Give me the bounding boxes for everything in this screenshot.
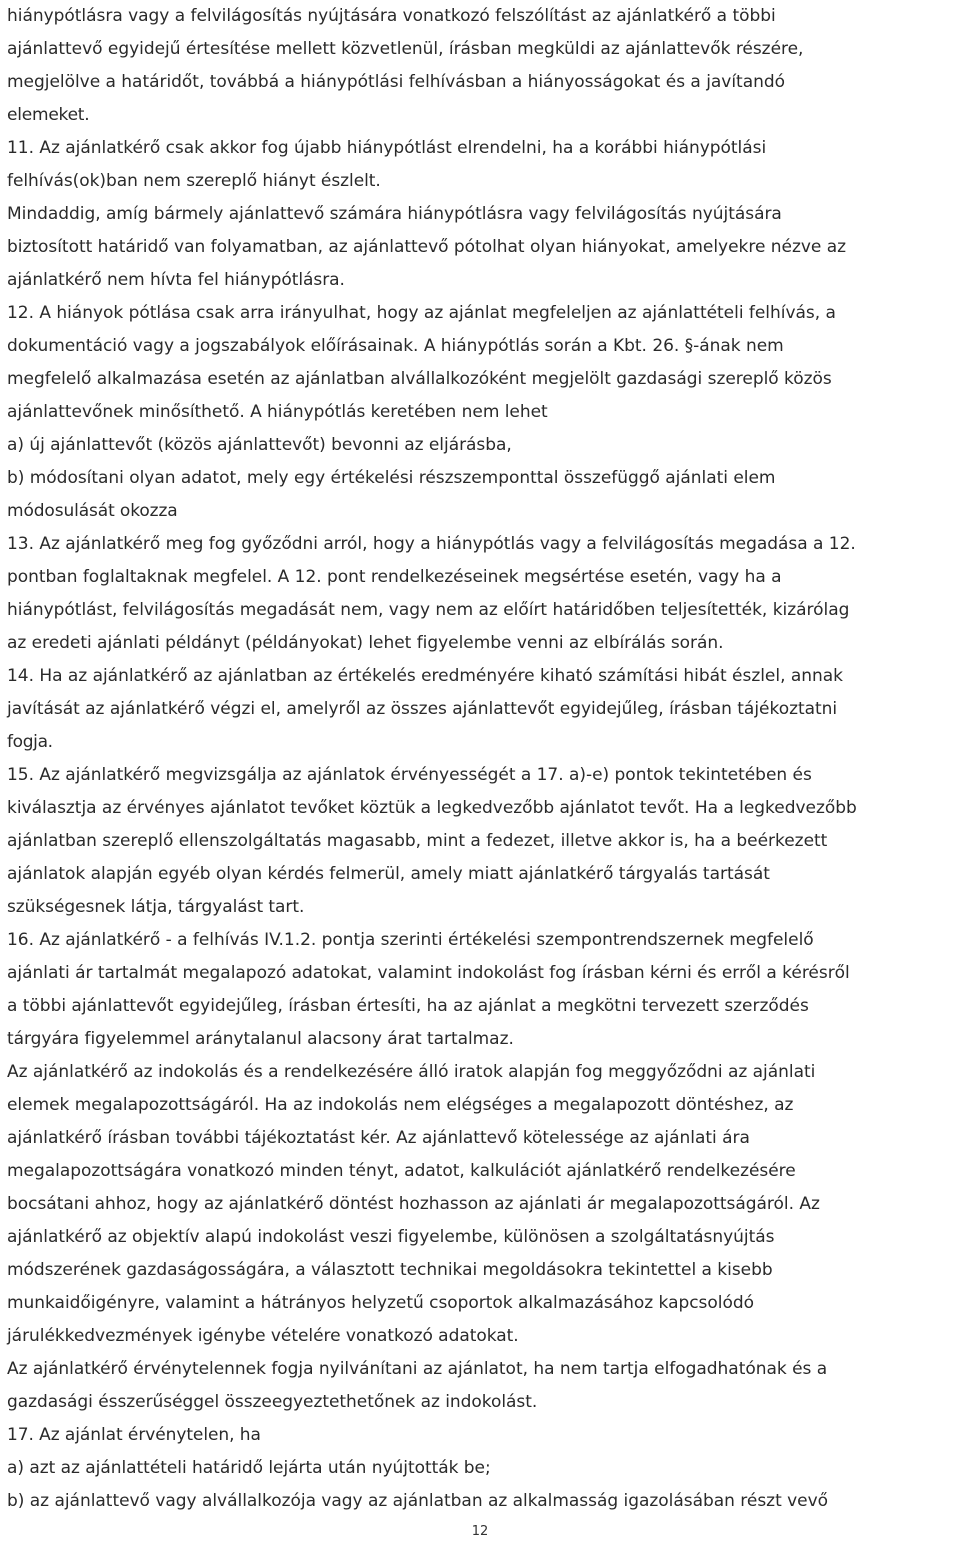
text-line: 16. Az ajánlatkérő - a felhívás IV.1.2. pontja szerinti értékelési szempontrendszernek megfelelő [7, 930, 814, 950]
text-line: hiánypótlást, felvilágosítás megadását nem, vagy nem az előírt határidőben teljesítették, kizárólag [7, 600, 850, 620]
text-line: ajánlatkérő az objektív alapú indokolást veszi figyelembe, különösen a szolgáltatásnyújtás [7, 1227, 775, 1247]
text-line: Mindaddig, amíg bármely ajánlattevő számára hiánypótlásra vagy felvilágosítás nyújtására [7, 204, 782, 224]
text-line: a) új ajánlattevőt (közös ajánlattevőt) bevonni az eljárásba, [7, 435, 512, 455]
text-line: 11. Az ajánlatkérő csak akkor fog újabb hiánypótlást elrendelni, ha a korábbi hiánypótlási [7, 138, 767, 158]
text-line: ajánlattevő egyidejű értesítése mellett közvetlenül, írásban megküldi az ajánlattevők részére, [7, 39, 804, 59]
text-line: pontban foglaltaknak megfelel. A 12. pont rendelkezéseinek megsértése esetén, vagy ha a [7, 567, 782, 587]
text-line: elemek megalapozottságáról. Ha az indokolás nem elégséges a megalapozott döntéshez, az [7, 1095, 794, 1115]
text-line: a) azt az ajánlattételi határidő lejárta után nyújtották be; [7, 1458, 491, 1478]
text-line: b) módosítani olyan adatot, mely egy értékelési részszemponttal összefüggő ajánlati elem [7, 468, 776, 488]
text-line: módszerének gazdaságosságára, a választott technikai megoldásokra tekintettel a kisebb [7, 1260, 773, 1280]
text-line: 12. A hiányok pótlása csak arra irányulhat, hogy az ajánlat megfeleljen az ajánlattételi felhívás, a [7, 303, 836, 323]
text-line: Az ajánlatkérő érvénytelennek fogja nyilvánítani az ajánlatot, ha nem tartja elfogadhatónak és a [7, 1359, 828, 1379]
text-line: ajánlatkérő írásban további tájékoztatást kér. Az ajánlattevő kötelessége az ajánlati ára [7, 1128, 750, 1148]
text-line: járulékkedvezmények igénybe vételére vonatkozó adatokat. [7, 1326, 519, 1346]
text-line: megfelelő alkalmazása esetén az ajánlatban alvállalkozóként megjelölt gazdasági szereplő közös [7, 369, 832, 389]
text-line: az eredeti ajánlati példányt (példányokat) lehet figyelembe venni az elbírálás során. [7, 633, 724, 653]
text-line: módosulását okozza [7, 501, 178, 521]
text-line: megalapozottságára vonatkozó minden tényt, adatot, kalkulációt ajánlatkérő rendelkezésére [7, 1161, 796, 1181]
text-line: ajánlatkérő nem hívta fel hiánypótlásra. [7, 270, 345, 290]
text-line: gazdasági ésszerűséggel összeegyeztethetőnek az indokolást. [7, 1392, 538, 1412]
text-line: 15. Az ajánlatkérő megvizsgálja az ajánlatok érvényességét a 17. a)-e) pontok tekintetében és [7, 765, 812, 785]
text-line: a többi ajánlattevőt egyidejűleg, írásban értesíti, ha az ajánlat a megkötni tervezett szerződés [7, 996, 809, 1016]
text-line: ajánlatban szereplő ellenszolgáltatás magasabb, mint a fedezet, illetve akkor is, ha a beérkezett [7, 831, 828, 851]
text-line: felhívás(ok)ban nem szereplő hiányt észlelt. [7, 171, 381, 191]
text-line: javítását az ajánlatkérő végzi el, amelyről az összes ajánlattevőt egyidejűleg, írásban tájékoztatni [7, 699, 838, 719]
text-line: Az ajánlatkérő az indokolás és a rendelkezésére álló iratok alapján fog meggyőződni az ajánlati [7, 1062, 816, 1082]
text-line: ajánlati ár tartalmát megalapozó adatokat, valamint indokolást fog írásban kérni és erről a kérésről [7, 963, 850, 983]
text-line: megjelölve a határidőt, továbbá a hiánypótlási felhívásban a hiányosságokat és a javítandó [7, 72, 785, 92]
document-body [7, 0, 957, 1518]
text-line: munkaidőigényre, valamint a hátrányos helyzetű csoportok alkalmazásához kapcsolódó [7, 1293, 754, 1313]
text-line: ajánlattevőnek minősíthető. A hiánypótlás keretében nem lehet [7, 402, 548, 422]
text-line: dokumentáció vagy a jogszabályok előírásainak. A hiánypótlás során a Kbt. 26. §-ának nem [7, 336, 784, 356]
text-line: tárgyára figyelemmel aránytalanul alacsony árat tartalmaz. [7, 1029, 514, 1049]
text-line: bocsátani ahhoz, hogy az ajánlatkérő döntést hozhasson az ajánlati ár megalapozottságáról. Az [7, 1194, 820, 1214]
text-line: 13. Az ajánlatkérő meg fog győződni arról, hogy a hiánypótlás vagy a felvilágosítás megadása a 12. [7, 534, 856, 554]
text-line: szükségesnek látja, tárgyalást tart. [7, 897, 305, 917]
text-line: biztosított határidő van folyamatban, az ajánlattevő pótolhat olyan hiányokat, amelyekre nézve az [7, 237, 847, 257]
text-line: b) az ajánlattevő vagy alvállalkozója vagy az ajánlatban az alkalmasság igazolásában részt vevő [7, 1491, 828, 1511]
text-line: 14. Ha az ajánlatkérő az ajánlatban az értékelés eredményére kiható számítási hibát észlel, annak [7, 666, 843, 686]
text-line: kiválasztja az érvényes ajánlatot tevőket köztük a legkedvezőbb ajánlatot tevőt. Ha a legkedvezőbb [7, 798, 857, 818]
page-number: 12 [471, 1524, 489, 1539]
text-line: ajánlatok alapján egyéb olyan kérdés felmerül, amely miatt ajánlatkérő tárgyalás tartását [7, 864, 770, 884]
text-line: hiánypótlásra vagy a felvilágosítás nyújtására vonatkozó felszólítást az ajánlatkérő a többi [7, 6, 776, 26]
text-line: fogja. [7, 732, 53, 752]
text-line: 17. Az ajánlat érvénytelen, ha [7, 1425, 261, 1445]
text-line: elemeket. [7, 105, 90, 125]
